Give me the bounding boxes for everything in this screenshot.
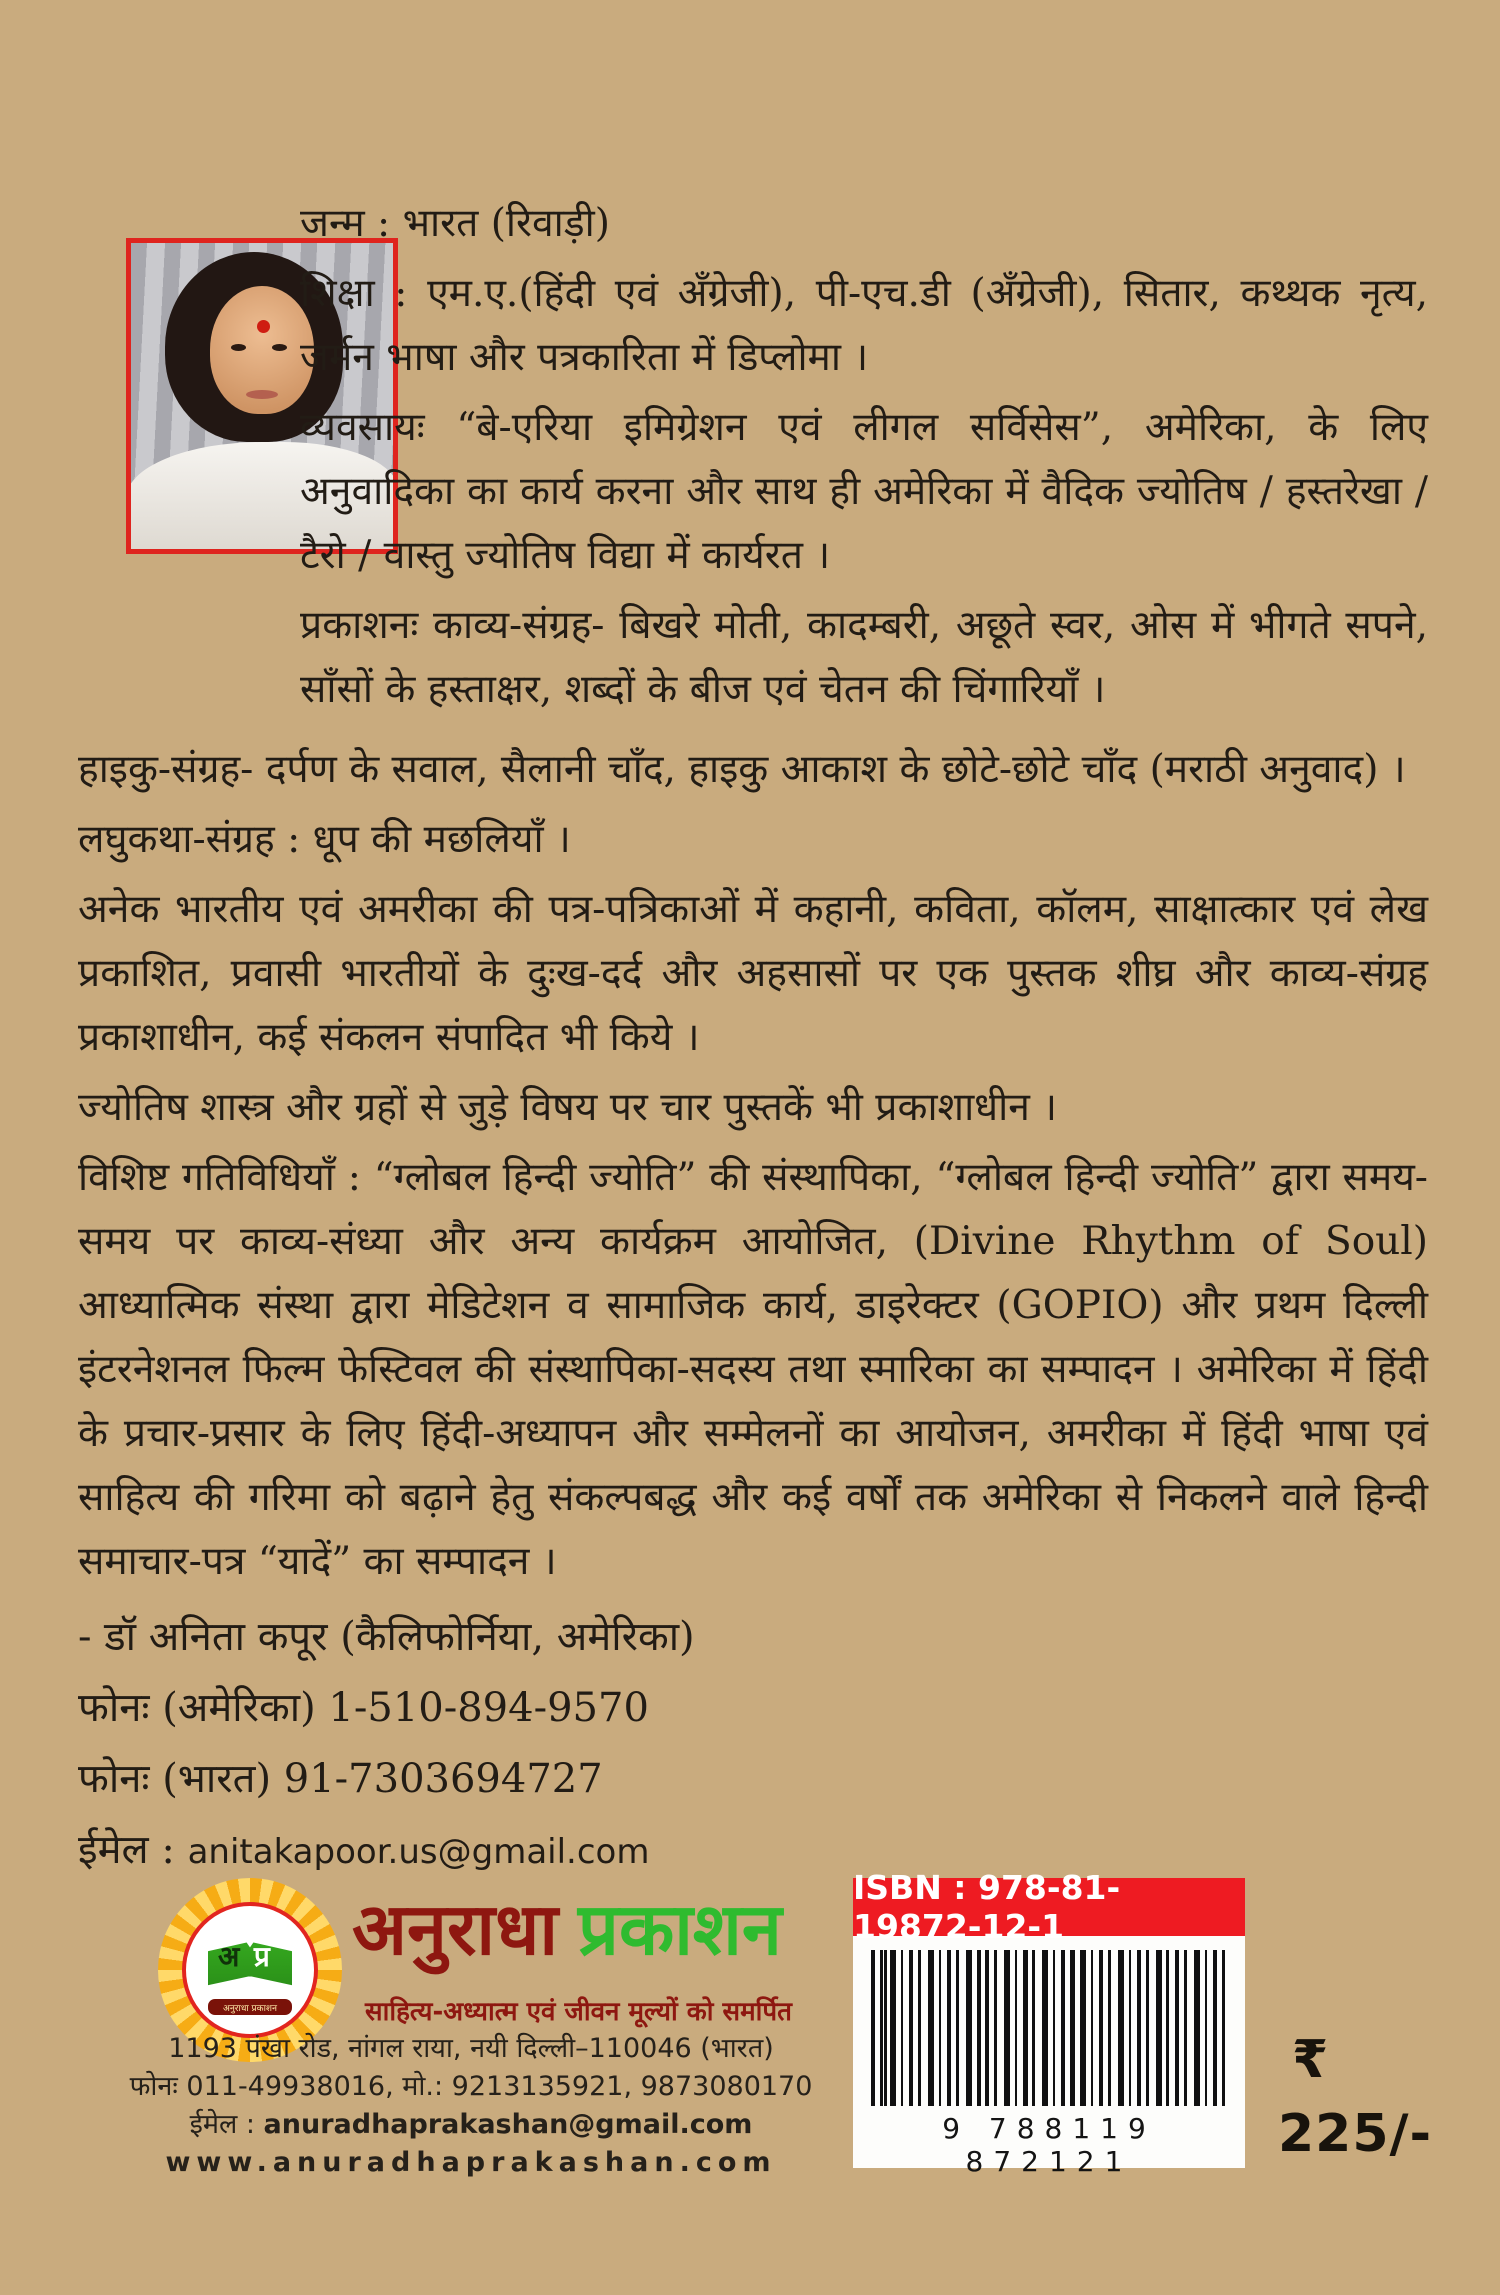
publisher-phones: फोनः 011-49938016, मो.: 9213135921, 9873080170 bbox=[129, 2071, 813, 2102]
publisher-contact-section bbox=[108, 2030, 834, 2182]
bio-paragraph: लघुकथा-संग्रह : धूप की मछलियाँ । bbox=[78, 817, 571, 862]
logo-ribbon: अनुराधा प्रकाशन bbox=[208, 1999, 292, 2014]
photo-lips bbox=[246, 390, 278, 399]
bio-section-top bbox=[300, 192, 1428, 728]
isbn-banner bbox=[853, 1868, 1245, 1946]
author-contact-section bbox=[78, 1602, 695, 1888]
phone-india-line: फोनः (भारत) 91-7303694727 bbox=[78, 1756, 603, 1802]
barcode-bars bbox=[871, 1950, 1227, 2106]
bio-paragraph: जन्म : भारत (रिवाड़ी) bbox=[300, 201, 610, 246]
isbn-label: ISBN : 978-81-19872-12-1 bbox=[853, 1868, 1121, 1946]
bio-paragraph: शिक्षा : एम.ए.(हिंदी एवं अँग्रेजी), पी-एच.डी (अँग्रेजी), सितार, कथ्थक नृत्य, जर्मन भाषा और पत्रकारिता में डिप्लोमा । bbox=[300, 271, 1428, 380]
bio-paragraph: प्रकाशनः काव्य-संग्रह- बिखरे मोती, कादम्बरी, अछूते स्वर, ओस में भीगते सपने, साँसों के हस्ताक्षर, शब्दों के बीज एवं चेतन की चिंगारियाँ । bbox=[300, 603, 1428, 712]
isbn-block bbox=[853, 1868, 1245, 2178]
rupee-symbol: ₹ bbox=[1292, 2030, 1329, 2090]
logo-letter-left: अ bbox=[218, 1940, 240, 1974]
barcode bbox=[853, 1936, 1245, 2178]
publisher-name bbox=[352, 1886, 782, 1972]
price-amount: 225/- bbox=[1278, 2104, 1433, 2164]
phone-usa-line: फोनः (अमेरिका) 1-510-894-9570 bbox=[78, 1685, 649, 1731]
bio-paragraph: अनेक भारतीय एवं अमरीका की पत्र-पत्रिकाओं में कहानी, कविता, कॉलम, साक्षात्कार एवं लेख प्रकाशित, प्रवासी भारतीयों के दुःख-दर्द और अहसासों पर एक पुस्तक शीघ्र और काव्य-संग्रह प्रकाशाधीन, कई संकलन संपादित भी किये । bbox=[78, 887, 1428, 1060]
barcode-digits: 9 788119 872121 bbox=[942, 2112, 1156, 2178]
price-block bbox=[1278, 2030, 1432, 2164]
publisher-website: www.anuradhaprakashan.com bbox=[165, 2147, 777, 2178]
publisher-tagline: साहित्य-अध्यात्म एवं जीवन मूल्यों को समर्पित bbox=[365, 1997, 792, 2027]
logo-circle bbox=[182, 1902, 318, 2038]
publisher-email-line bbox=[108, 2106, 834, 2144]
author-signature: - डॉ अनिता कपूर (कैलिफोर्निया, अमेरिका) bbox=[78, 1614, 695, 1660]
bio-paragraph: विशिष्ट गतिविधियाँ : “ग्लोबल हिन्दी ज्योति” की संस्थापिका, “ग्लोबल हिन्दी ज्योति” द्वारा समय-समय पर काव्य-संध्या और अन्य कार्यक्रम आयोजित, (Divine Rhythm of Soul) आध्यात्मिक संस्था द्वारा मेडिटेशन व सामाजिक कार्य, डाइरेक्टर (GOPIO) और प्रथम दिल्ली इंटरनेशनल फिल्म फेस्टिवल की संस्थापिका-सदस्य तथा स्मारिका का सम्पादन । अमेरिका में हिंदी के प्रचार-प्रसार के लिए हिंदी-अध्यापन और सम्मेलनों का आयोजन, अमरीका में हिंदी भाषा एवं साहित्य की गरिमा को बढ़ाने हेतु संकल्पबद्ध और कई वर्षों तक अमेरिका से निकलने वाले हिन्दी समाचार-पत्र “यादें” का सम्पादन । bbox=[78, 1155, 1428, 1584]
publisher-name-first: अनुराधा bbox=[352, 1887, 558, 1971]
publisher-address: 1193 पंखा रोड, नांगल राया, नयी दिल्ली–110046 (भारत) bbox=[168, 2033, 774, 2064]
email-label: ईमेल : bbox=[78, 1827, 188, 1873]
publisher-email-address: anuradhaprakashan@gmail.com bbox=[263, 2109, 753, 2140]
bio-paragraph: व्यवसायः “बे-एरिया इमिग्रेशन एवं लीगल सर्विसेस”, अमेरिका, के लिए अनुवादिका का कार्य करना और साथ ही अमेरिका में वैदिक ज्योतिष / हस्तरेखा / टैरो / वास्तु ज्योतिष विद्या में कार्यरत । bbox=[300, 405, 1428, 578]
logo-letter-right: प्र bbox=[253, 1940, 270, 1974]
photo-eye-left bbox=[231, 344, 246, 351]
email-address: anitakapoor.us@gmail.com bbox=[187, 1832, 650, 1872]
publisher-email-label: ईमेल : bbox=[189, 2109, 264, 2140]
bio-paragraph: ज्योतिष शास्त्र और ग्रहों से जुड़े विषय पर चार पुस्तकें भी प्रकाशाधीन । bbox=[78, 1085, 1058, 1130]
bio-section-main bbox=[78, 738, 1428, 1600]
photo-bindi-dot bbox=[257, 320, 270, 333]
publisher-name-second: प्रकाशन bbox=[578, 1887, 782, 1971]
bio-paragraph: हाइकु-संग्रह- दर्पण के सवाल, सैलानी चाँद, हाइकु आकाश के छोटे-छोटे चाँद (मराठी अनुवाद) । bbox=[78, 747, 1406, 792]
